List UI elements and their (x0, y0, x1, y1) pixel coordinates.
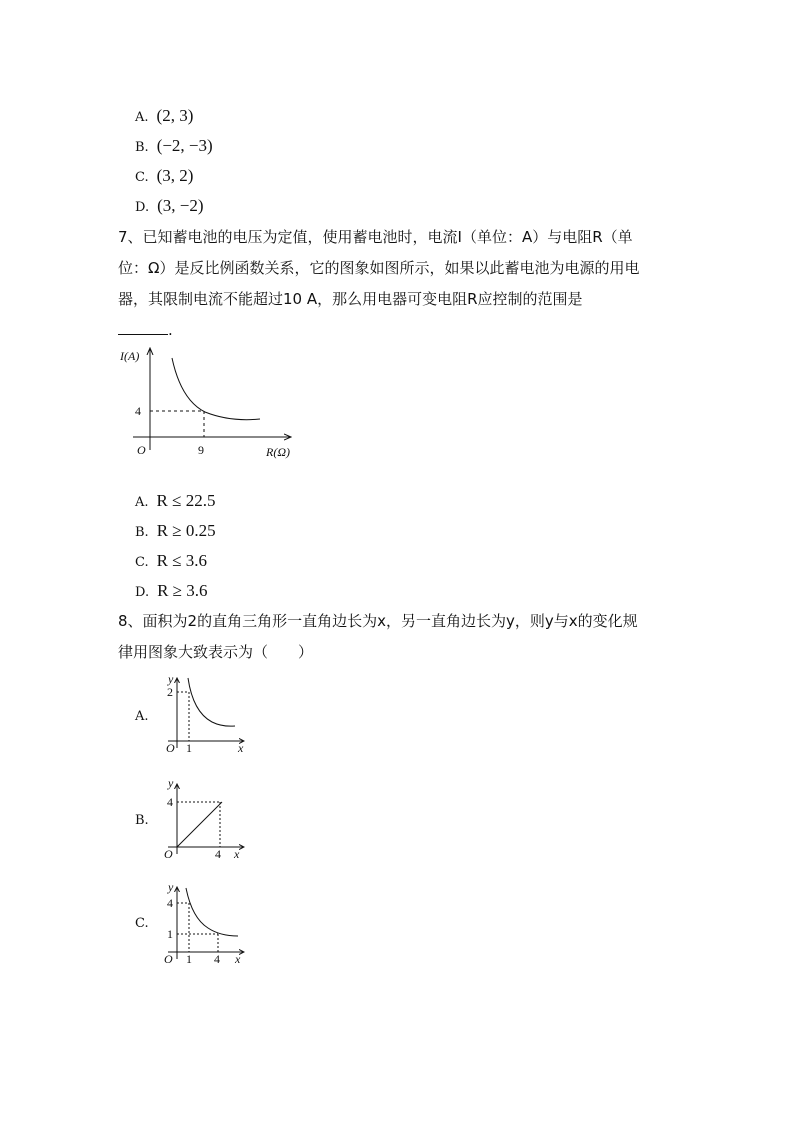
option-label: D. (135, 585, 150, 600)
option-label: A. (135, 709, 149, 724)
origin-label: O (137, 443, 146, 457)
option-label: B. (135, 813, 149, 828)
option-label: B. (135, 140, 149, 155)
q8-graph-c[interactable] (160, 880, 255, 965)
graph-label: x (234, 847, 240, 861)
option-label: A. (135, 110, 149, 125)
q7-line-1: 7、已知蓄电池的电压为定值，使用蓄电池时，电流I（单位：A）与电阻R（单 (118, 228, 633, 246)
graph-label: x (238, 741, 244, 755)
curve (172, 358, 260, 420)
graph-label: x (235, 952, 241, 966)
graph-label: 4 (167, 896, 173, 910)
q7-option-b[interactable] (135, 521, 216, 543)
graph-line (186, 888, 238, 936)
q8-stem (118, 606, 678, 668)
y-axis-label: I(A) (120, 349, 140, 363)
q7-option-c[interactable] (135, 551, 207, 573)
q8-line-2: 律用图象大致表示为（ ） (118, 643, 314, 661)
graph-label: 1 (167, 927, 173, 941)
option-value: (−2, −3) (156, 136, 213, 155)
option-label: A. (135, 495, 149, 510)
graph-label: O (164, 952, 173, 966)
option-value: (3, 2) (156, 166, 194, 185)
q6-option-d[interactable] (135, 196, 204, 218)
q6-option-a[interactable] (135, 106, 193, 128)
y-tick-label: 4 (135, 404, 141, 418)
q7-line-2: 位：Ω）是反比例函数关系，它的图象如图所示，如果以此蓄电池为电源的用电 (118, 259, 640, 277)
option-label: D. (135, 200, 150, 215)
q7-tail: . (168, 321, 173, 339)
option-label: C. (135, 916, 149, 931)
graph-label: y (168, 672, 174, 686)
graph-label: 1 (186, 952, 192, 966)
q7-stem (118, 222, 678, 346)
option-label: C. (135, 555, 149, 570)
graph-label: y (168, 776, 174, 790)
q6-option-c[interactable] (135, 166, 193, 188)
x-axis-label: R(Ω) (266, 445, 290, 459)
option-label: C. (135, 170, 149, 185)
graph-line (177, 802, 222, 847)
option-value: R ≤ 22.5 (156, 491, 216, 510)
graph-label: 4 (214, 952, 220, 966)
q8-option-c[interactable] (135, 912, 157, 934)
answer-blank[interactable] (118, 316, 168, 335)
q8-line-1: 8、面积为2的直角三角形一直角边长为x，另一直角边长为y，则y与x的变化规 (118, 612, 638, 630)
option-value: R ≤ 3.6 (156, 551, 208, 570)
graph-label: 4 (215, 847, 221, 861)
graph-label: 4 (167, 795, 173, 809)
graph-label: 2 (167, 685, 173, 699)
option-value: R ≥ 3.6 (157, 581, 208, 600)
graph-line (188, 678, 235, 726)
q8-graph-a[interactable] (160, 672, 255, 757)
q8-graph-b[interactable] (160, 776, 255, 861)
q7-option-d[interactable] (135, 581, 208, 603)
q7-option-a[interactable] (135, 491, 215, 513)
q7-graph (115, 340, 305, 465)
option-value: (3, −2) (157, 196, 204, 215)
graph-label: O (164, 847, 173, 861)
graph-label: y (168, 880, 174, 894)
q7-line-3: 器，其限制电流不能超过10 A，那么用电器可变电阻R应控制的范围是 (118, 290, 583, 308)
option-value: (2, 3) (156, 106, 194, 125)
x-tick-label: 9 (198, 443, 204, 457)
q8-option-a[interactable] (135, 705, 157, 727)
graph-label: O (166, 741, 175, 755)
q6-option-b[interactable] (135, 136, 213, 158)
graph-label: 1 (186, 741, 192, 755)
q8-option-b[interactable] (135, 809, 157, 831)
option-label: B. (135, 525, 149, 540)
option-value: R ≥ 0.25 (156, 521, 216, 540)
